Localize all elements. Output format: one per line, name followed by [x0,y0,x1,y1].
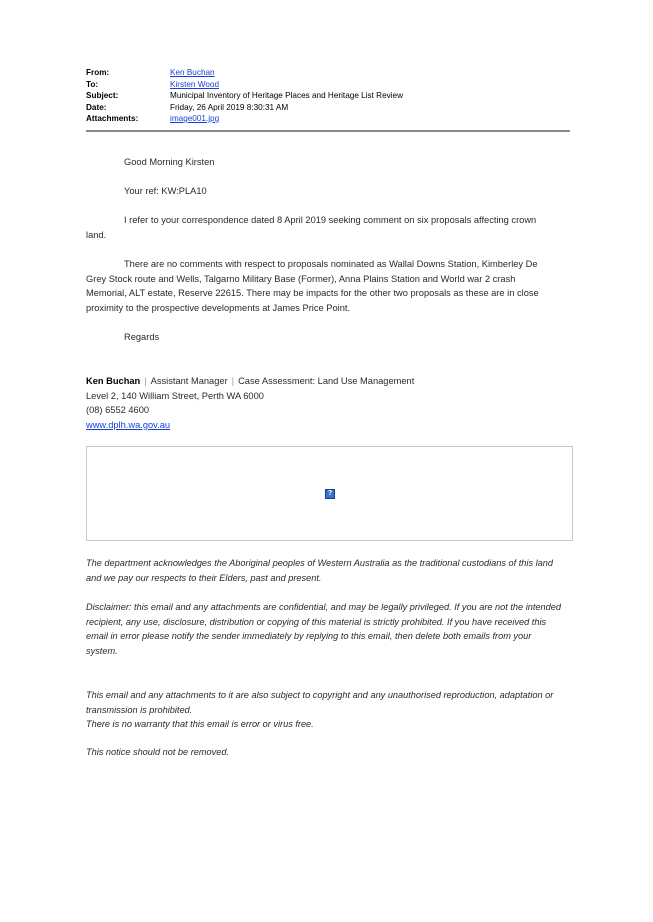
signature-name: Ken Buchan [86,376,141,386]
attachments-row [86,113,570,125]
warranty-text: There is no warranty that this email is error or virus free. [86,719,314,729]
signature-title: Assistant Manager [150,376,228,386]
to-label: To: [86,79,99,89]
greeting: Good Morning Kirsten [124,157,215,167]
broken-image-icon: ? [325,489,335,499]
date-label: Date: [86,102,107,112]
signature-phone: (08) 6552 4600 [86,405,150,416]
notice-text: This notice should not be removed. [86,747,229,757]
to-row [86,79,570,91]
website-link[interactable]: www.dplh.wa.gov.au [86,419,171,430]
signature-separator: | [231,376,235,386]
subject-value: Municipal Inventory of Heritage Places and Heritage List Review [170,91,404,100]
image-placeholder [86,446,573,541]
to-link[interactable]: Kirsten Wood [170,79,219,89]
signature-block [86,374,414,432]
email-header [86,67,570,125]
body-paragraph-1: I refer to your correspondence dated 8 April 2019 seeking comment on six proposals affecting crown land. [86,215,537,240]
body-paragraph-2: There are no comments with respect to proposals nominated as Wallal Downs Station, Kimberley De Grey Stock route and Wells, Talgarno Military Base (Former), Anna Plains Station and World war 2 crash Memorial, ALT estate, Reserve 22615. There may be impacts for the other two proposals as these are in close proximity to the prospective developments at James Price Point. [86,259,539,313]
signature-unit: Case Assessment: Land Use Management [238,376,415,386]
copyright-text: This email and any attachments to it are also subject to copyright and any unauthorised reproduction, adaptation or transmission is prohibited. [86,690,554,715]
header-divider [86,130,570,132]
date-row [86,102,570,114]
attachment-link[interactable]: image001.jpg [170,114,220,123]
signature-address: Level 2, 140 William Street, Perth WA 6000 [86,390,264,401]
from-row [86,67,570,79]
signature-line [86,374,414,389]
date-value: Friday, 26 April 2019 8:30:31 AM [170,102,289,112]
acknowledgement-text: The department acknowledges the Aboriginal peoples of Western Australia as the traditional custodians of this land and we pay our respects to their Elders, past and present. [86,558,553,583]
your-ref: Your ref: KW:PLA10 [124,186,207,196]
from-link[interactable]: Ken Buchan [170,68,215,77]
attachments-label: Attachments: [86,114,139,123]
from-label: From: [86,68,110,77]
regards: Regards [124,332,160,342]
disclaimer-text: Disclaimer: this email and any attachments are confidential, and may be legally privileged. If you are not the intended recipient, any use, disclosure, distribution or copying of this material is strictly prohibited. If you have received this email in error please notify the sender immediately by replying to this email, then delete both emails from your system. [86,602,561,656]
subject-row [86,90,570,102]
signature-separator: | [144,376,147,386]
subject-label: Subject: [86,91,119,100]
